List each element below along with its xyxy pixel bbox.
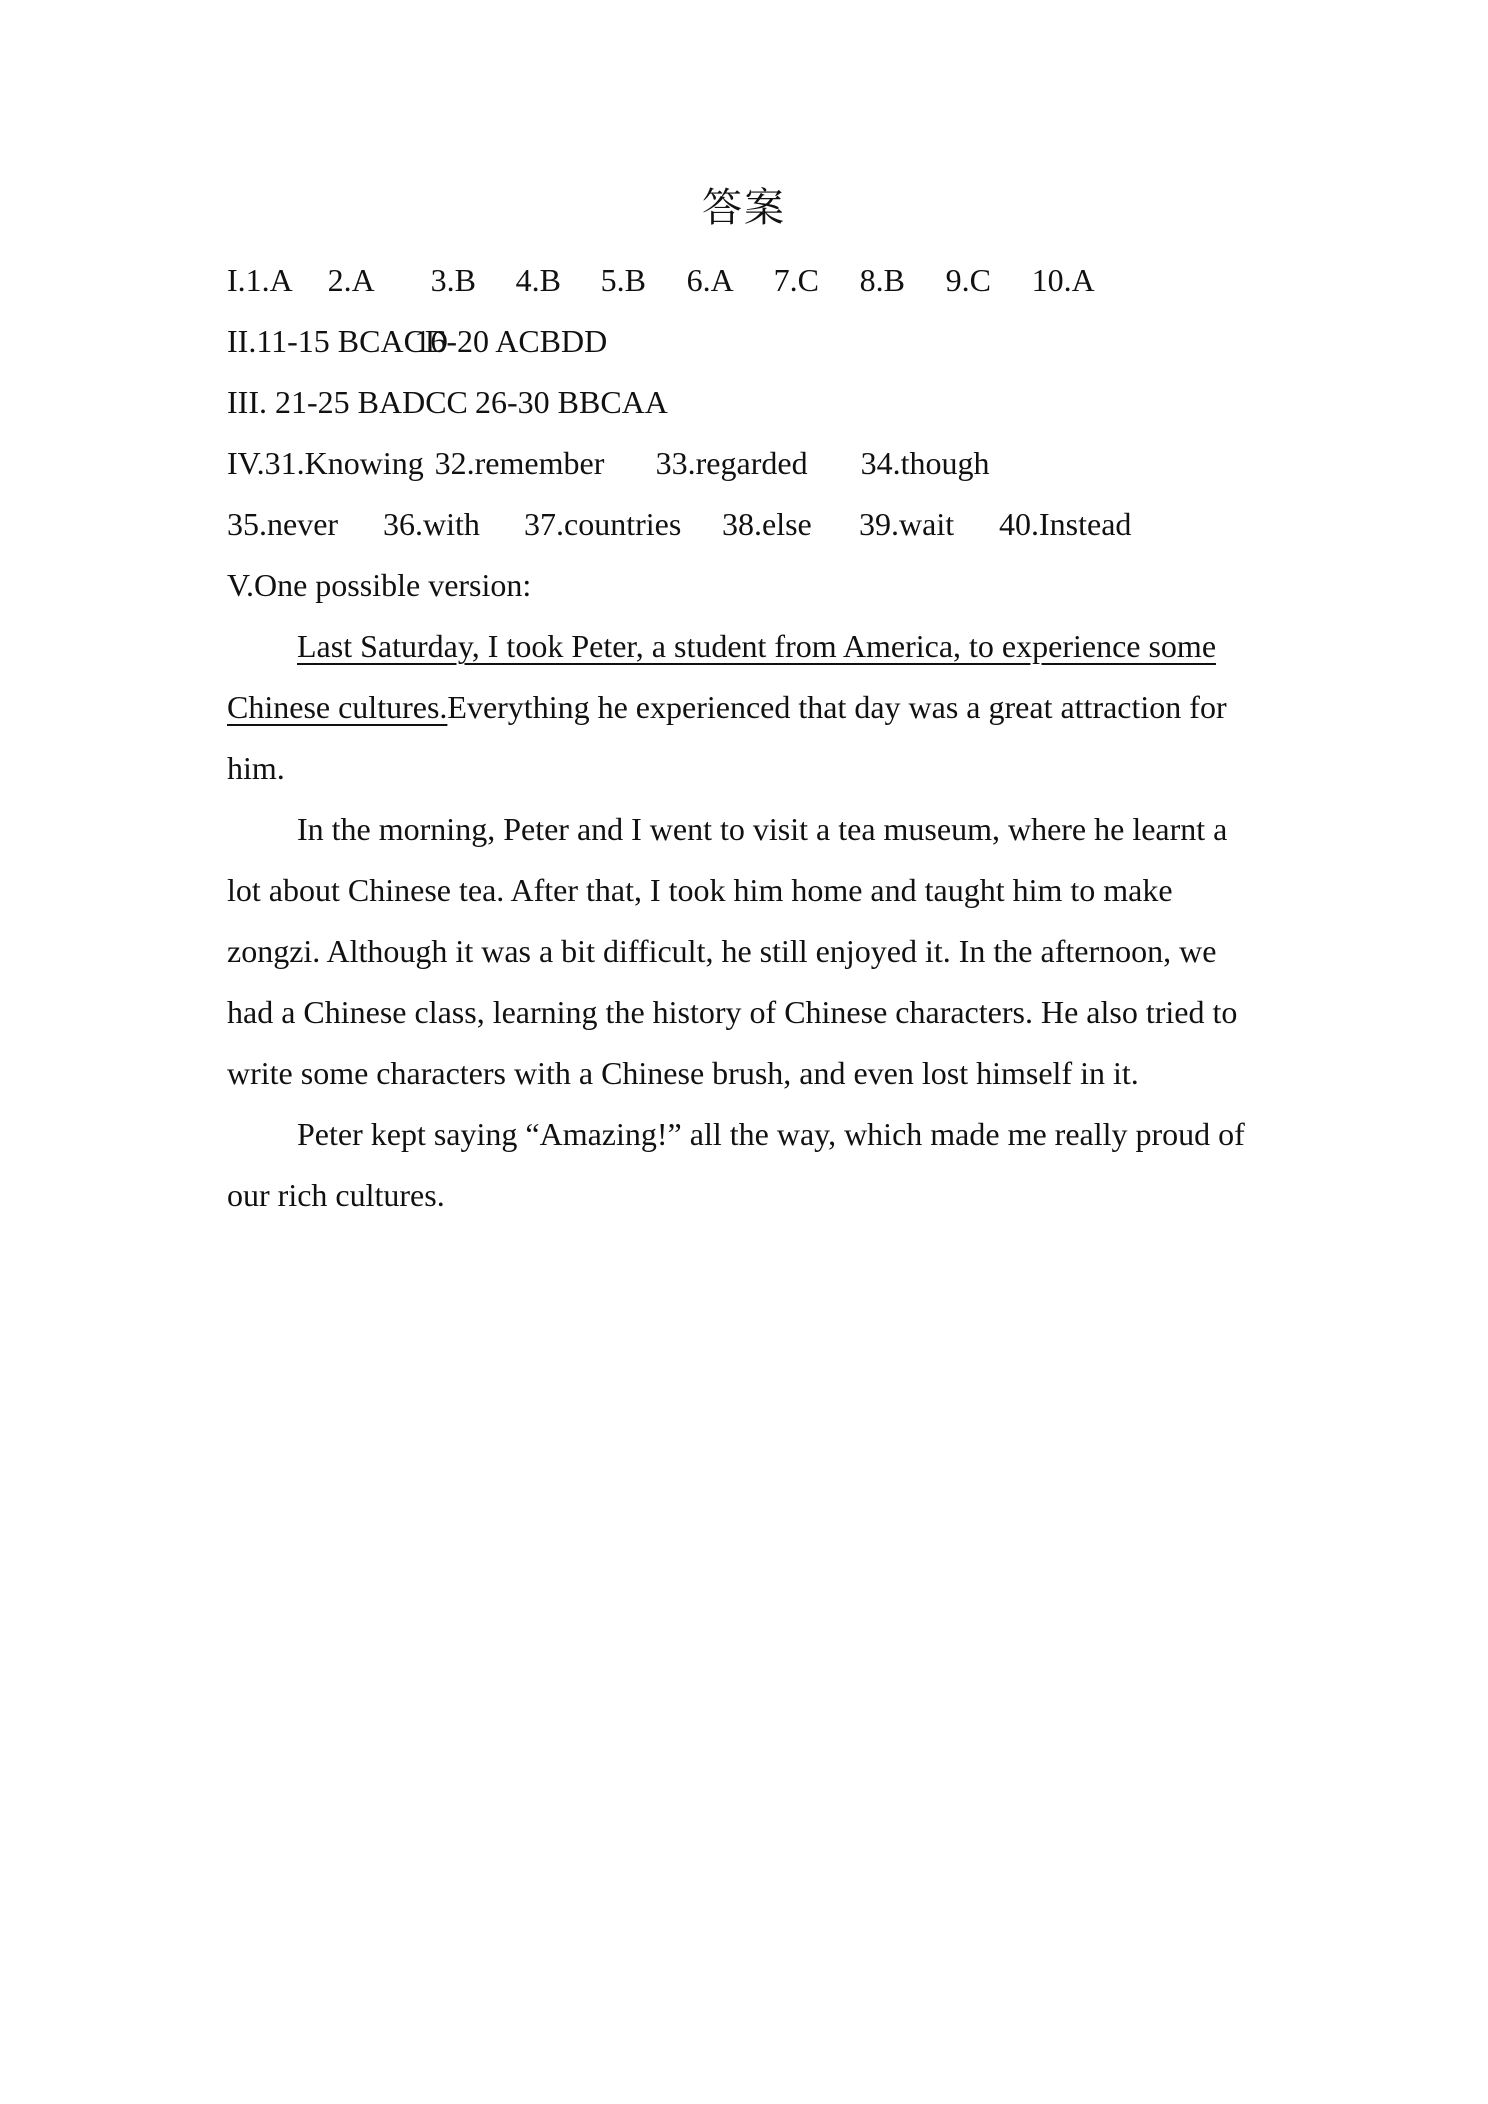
section-1-answers <box>227 250 1267 311</box>
answer-item: 31.Knowing <box>264 445 424 481</box>
answer-item: 33.regarded <box>655 445 808 481</box>
section-4-answers-line-1 <box>227 433 1267 494</box>
section-2-prefix: II. <box>227 323 257 359</box>
answer-content <box>227 250 1267 1226</box>
section-2-answers <box>227 311 1267 372</box>
section-4-answers-line-2 <box>227 494 1267 555</box>
answer-item: 35.never <box>227 506 339 542</box>
essay-paragraph-3: Peter kept saying “Amazing!” all the way, which made me really proud of our rich cultures. <box>227 1116 1245 1213</box>
answer-item: 26-30 BBCAA <box>474 384 668 420</box>
answer-item: 40.Instead <box>999 506 1132 542</box>
answer-item: 1.A <box>245 262 293 298</box>
section-5-heading: V.One possible version: <box>227 567 532 603</box>
answer-item: 3.B <box>430 262 476 298</box>
answer-item: 6.A <box>686 262 734 298</box>
answer-item: 34.though <box>860 445 990 481</box>
answer-item: 10.A <box>1031 262 1095 298</box>
answer-item: 5.B <box>600 262 646 298</box>
essay-paragraph-1-rest: Everything he experienced that day was a great attraction for him. <box>227 689 1227 786</box>
essay-paragraph-2: In the morning, Peter and I went to visit a tea museum, where he learnt a lot about Chinese tea. After that, I took him home and taught him to make zongzi. Although it was a bit difficult, he still enjoyed it. In the afternoon, we had a Chinese class, learning the history of Chinese characters. He also tried to write some characters with a Chinese brush, and even lost himself in it. <box>227 811 1238 1091</box>
answer-item: 36.with <box>383 506 480 542</box>
page-title: 答案 <box>702 185 786 231</box>
answer-item: 2.A <box>327 262 375 298</box>
section-1-prefix: I. <box>227 262 246 298</box>
answer-item: 11-15 BCACD <box>256 323 449 359</box>
answer-item: 16-20 ACBDD <box>414 323 608 359</box>
section-3-prefix: III. <box>227 384 275 420</box>
section-4-prefix: IV. <box>227 445 265 481</box>
answer-item: 39.wait <box>859 506 955 542</box>
answer-item: 21-25 BADCC <box>274 384 468 420</box>
answer-item: 37.countries <box>524 506 682 542</box>
essay-underlined-sentence: Last Saturday, I took Peter, a student from America, to experience some Chinese cultures. <box>227 628 1217 725</box>
answer-item: 4.B <box>515 262 561 298</box>
answer-item: 9.C <box>945 262 991 298</box>
essay-paragraph-1 <box>227 616 1267 799</box>
answer-item: 32.remember <box>434 445 605 481</box>
answer-item: 7.C <box>773 262 819 298</box>
answer-item: 38.else <box>722 506 812 542</box>
answer-item: 8.B <box>859 262 905 298</box>
section-3-answers <box>227 372 1267 433</box>
